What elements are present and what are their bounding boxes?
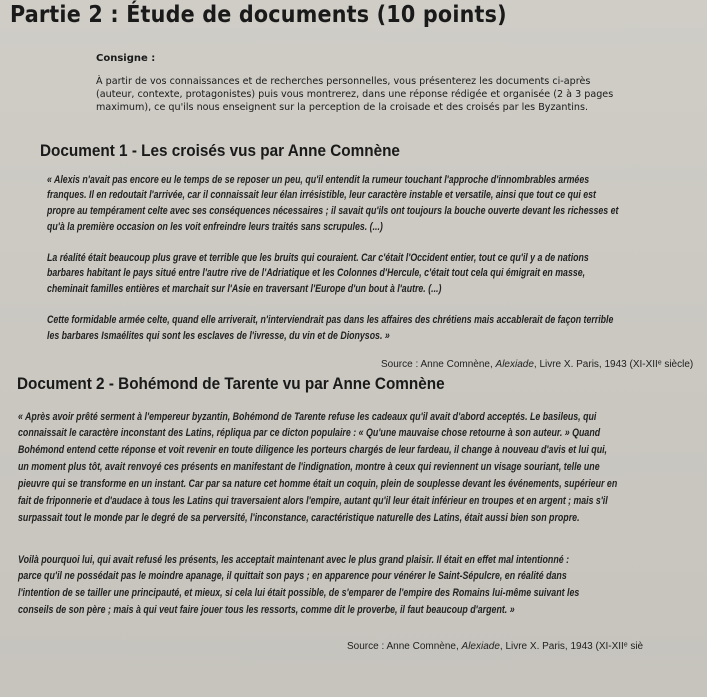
document2-source-prefix: Source : Anne Comnène,	[347, 641, 459, 652]
document1-source-prefix: Source : Anne Comnène,	[381, 359, 493, 370]
document1-source-suffix: , Livre X. Paris, 1943 (XI-XIIᵉ siècle)	[533, 359, 694, 370]
document1-line: franques. Il en redoutait l'arrivée, car il connaissait leur élan irrésistible, leur caractère instable et versatile, ainsi que tout ce qui est	[47, 189, 596, 201]
document2-line: « Après avoir prêté serment à l'empereur byzantin, Bohémond de Tarente refuse les cadeaux qu'il avait d'abord acceptés. Le basileus, qui	[18, 411, 597, 423]
document2-line: Voilà pourquoi lui, qui avait refusé les présents, les acceptait maintenant avec le plus grand plaisir. Il était en effet mal intentionné :	[18, 554, 570, 566]
document1-line: qu'à la première occasion on les voit enfreindre leurs traités sans scrupules. (...)	[47, 221, 383, 233]
document2-line: parce qu'il ne possédait pas le moindre apanage, il quittait son pays ; en apparence pour vénérer le Saint-Sépulcre, en réalité dans	[18, 570, 567, 582]
page-title: Partie 2 : Étude de documents (10 points)	[10, 2, 507, 28]
document2-line: conseils de son père ; mais à qui veut faire jouer tous les ressorts, comme dit le proverbe, il faut beaucoup d'argent. »	[18, 604, 515, 616]
document1-line: Cette formidable armée celte, quand elle arriverait, n'interviendrait pas dans les affaires des chrétiens mais accablerait de façon terrible	[47, 314, 614, 326]
consigne-line: À partir de vos connaissances et de recherches personnelles, vous présenterez les documents ci-après	[96, 76, 591, 87]
consigne-label: Consigne :	[96, 53, 156, 64]
document1-line: les barbares Ismaélites qui sont les esclaves de l'ivresse, du vin et de Dionysos. »	[47, 330, 390, 342]
document2-line: l'intention de se tailler une principauté, et mieux, si cela lui était possible, de s'emparer de l'empire des Romains lui-même suivant les	[18, 587, 580, 599]
document1-line: La réalité était beaucoup plus grave et terrible que les bruits qui couraient. Car c'était l'Occident entier, tout ce qu'il y a de nations	[47, 252, 589, 264]
document2-source	[347, 641, 643, 652]
document1-heading: Document 1 - Les croisés vus par Anne Comnène	[40, 141, 400, 160]
document1-source	[381, 359, 693, 370]
document1-line: propre au tempérament celte avec ses conséquences nécessaires ; il savait qu'ils ont toujours la bouche ouverte devant les richesses et	[47, 205, 619, 217]
document2-line: fait de friponnerie et d'audace à tous les Latins qui traversaient alors l'empire, autant qu'il leur était inférieur en troupes et en argent ; mais s'il	[18, 495, 608, 507]
document2-heading: Document 2 - Bohémond de Tarente vu par Anne Comnène	[17, 374, 445, 393]
document1-line: « Alexis n'avait pas encore eu le temps de se reposer un peu, qu'il entendit la rumeur touchant l'approche d'innombrables armées	[47, 174, 590, 186]
document2-line: connaissait le caractère inconstant des Latins, répliqua par ce dicton populaire : « Qu'une mauvaise chose retourne à son auteur. » Quand	[18, 427, 601, 439]
document2-line: un moment plus tôt, avait renvoyé ces présents en manifestant de l'indignation, montre à ceux qui reviennent un visage souriant, telle une	[18, 461, 600, 473]
document2-line: surpassait tout le monde par le degré de sa perversité, l'inconstance, caractéristique naturelle des Latins, était aussi bien son propre.	[18, 512, 580, 524]
document1-line: barbares habitant le pays situé entre l'autre rive de l'Adriatique et les Colonnes d'Hercule, c'était tout cela qui émigrait en masse,	[47, 267, 586, 279]
consigne-line: (auteur, contexte, protagonistes) puis vous montrerez, dans une réponse rédigée et organisée (2 à 3 pages	[96, 89, 614, 100]
document1-line: cheminait familles entières et marchait sur l'Asie en traversant l'Europe d'un bout à l'autre. (...)	[47, 283, 442, 295]
document2-line: pieuvre qui se transforme en un instant. Car par sa nature cet homme était un coquin, plein de souplesse devant les événements, supérieur en	[18, 478, 618, 490]
document2-source-suffix: , Livre X. Paris, 1943 (XI-XIIᵉ siè	[499, 641, 644, 652]
consigne-line: maximum), ce qu'ils nous enseignent sur la perception de la croisade et des croisés par les Byzantins.	[96, 102, 589, 113]
document1-source-work: Alexiade	[495, 359, 534, 370]
document2-line: Bohémond entend cette réponse et voit revenir en toute diligence les porteurs chargés de leur fardeau, il change à nouveau d'avis et lui qui,	[18, 444, 608, 456]
document2-source-work: Alexiade	[461, 641, 500, 652]
